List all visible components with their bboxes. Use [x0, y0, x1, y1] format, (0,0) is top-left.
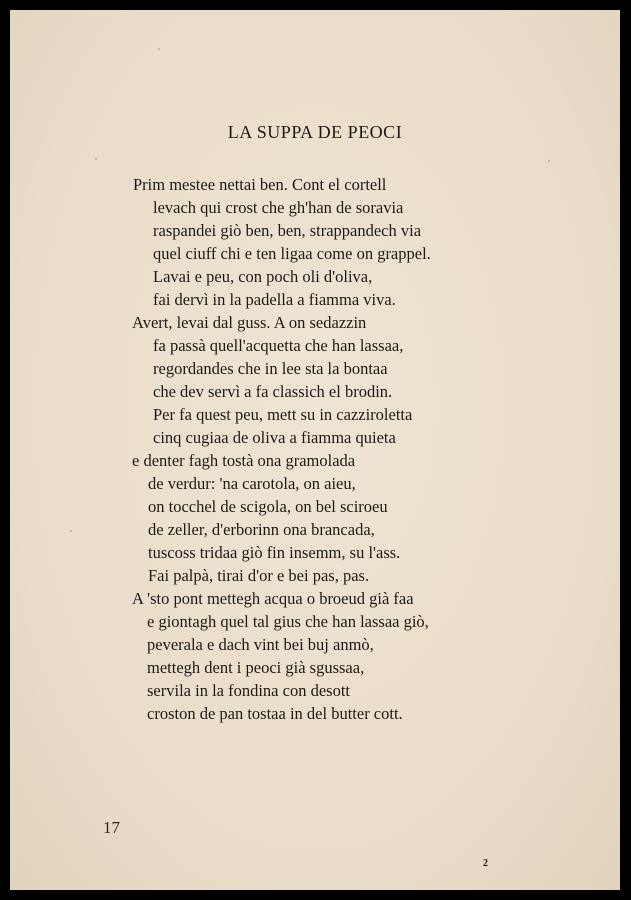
poem-line: Avert, levai dal guss. A on sedazzin — [132, 313, 367, 332]
signature-mark: 2 — [483, 858, 488, 869]
poem-line: de zeller, d'erborinn ona brancada, — [148, 520, 375, 539]
poem-line: e giontagh quel tal gius che han lassaa giò, — [147, 612, 429, 631]
poem-line: raspandei giò ben, ben, strappandech via — [153, 221, 422, 240]
poem-line: croston de pan tostaa in del butter cott. — [147, 704, 403, 723]
poem-line: regordandes che in lee sta la bontaa — [153, 359, 388, 378]
paper-speck — [95, 158, 97, 160]
poem-line: fai dervì in la padella a fiamma viva. — [153, 290, 396, 309]
paper-speck — [158, 48, 160, 50]
page-number: 17 — [103, 818, 120, 837]
poem-line: mettegh dent i peoci già sgussaa, — [147, 658, 365, 677]
poem-line: levach qui crost che gh'han de soravia — [153, 198, 404, 217]
poem-line: on tocchel de scigola, on bel sciroeu — [148, 497, 388, 516]
paper-speck — [70, 530, 72, 532]
poem-line: cinq cugiaa de oliva a fiamma quieta — [153, 428, 396, 447]
poem-line: Lavai e peu, con poch oli d'oliva, — [153, 267, 373, 286]
book-page — [10, 10, 620, 890]
poem-line: servila in la fondina con desott — [147, 681, 350, 700]
poem-line: quel ciuff chi e ten ligaa come on grappel. — [153, 244, 431, 263]
poem-line: Prim mestee nettai ben. Cont el cortell — [133, 175, 387, 194]
poem-line: tuscoss tridaa giò fin insemm, su l'ass. — [148, 543, 401, 562]
poem-line: Fai palpà, tirai d'or e bei pas, pas. — [148, 566, 370, 585]
paper-speck — [548, 160, 550, 162]
poem-line: e denter fagh tostà ona gramolada — [132, 451, 356, 470]
poem-line: Per fa quest peu, mett su in cazziroletta — [153, 405, 413, 424]
poem-line: de verdur: 'na carotola, on aieu, — [148, 474, 356, 493]
poem-title: LA SUPPA DE PEOCI — [227, 122, 403, 142]
poem-line: peverala e dach vint bei buj anmò, — [147, 635, 374, 654]
poem-line: che dev servì a fa classich el brodin. — [153, 382, 393, 401]
poem-line: A 'sto pont mettegh acqua o broeud già faa — [132, 589, 414, 608]
poem-line: fa passà quell'acquetta che han lassaa, — [153, 336, 404, 355]
